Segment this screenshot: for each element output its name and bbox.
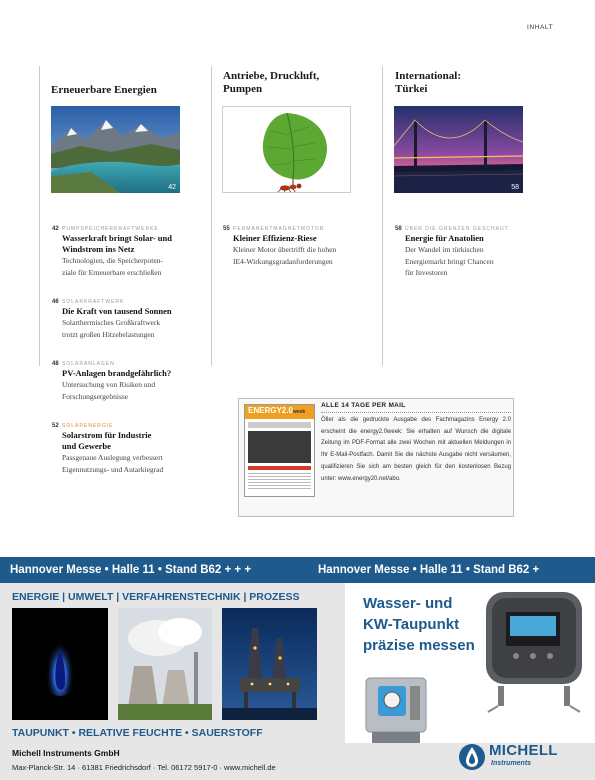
ad-categories: ENERGIE | UMWELT | VERFAHRENSTECHNIK | PROZESS <box>12 591 300 603</box>
column-heading-drives: Antriebe, Druckluft, Pumpen <box>223 70 320 95</box>
michell-logo-sub: Instruments <box>491 760 532 767</box>
cover-photo <box>248 431 311 463</box>
toc-teaser: Untersuchung von Risiken und Forschungsergebnisse <box>62 380 156 401</box>
cover-logo: ENERGY2.0 <box>248 406 293 415</box>
toc-headline: Die Kraft von tausend Sonnen <box>62 306 172 316</box>
ad-measurements: TAUPUNKT • RELATIVE FEUCHTE • SAUERSTOFF <box>12 727 263 739</box>
toc-headline: Solarstrom für Industrie und Gewerbe <box>62 430 152 451</box>
cover-masthead <box>245 405 314 419</box>
column-divider <box>382 66 383 366</box>
toc-kicker: ÜBER DIE GRENZEN GESCHAUT <box>405 226 509 232</box>
photo-page-number: 58 <box>511 184 519 191</box>
toc-teaser: Technologien, die Speicherpoten- ziale für Erneuerbare erschließen <box>62 256 163 277</box>
ad-photo-flame <box>12 608 108 720</box>
cover-text-bar <box>248 422 311 428</box>
mountain-lake-image <box>51 106 180 193</box>
photo-mountain-lake[interactable] <box>51 106 180 193</box>
column-divider <box>211 66 212 366</box>
ad-photo-offshore-rig <box>222 608 317 720</box>
section-tag: INHALT <box>527 24 554 31</box>
ad-instrument-analyzer <box>478 582 588 714</box>
toc-headline: PV-Anlagen brandgefährlich? <box>62 368 172 378</box>
ad-fair-text: Hannover Messe • Halle 11 • Stand B62 + + + <box>10 564 252 576</box>
subscription-title: ALLE 14 TAGE PER MAIL <box>321 402 406 409</box>
michell-logo-word: MICHELL <box>489 742 558 759</box>
cover-accent-bar <box>248 466 311 470</box>
cooling-towers-image <box>118 608 212 720</box>
newsletter-cover-thumbnail[interactable] <box>244 404 315 497</box>
ad-photo-power-plant <box>118 608 212 720</box>
toc-kicker: SOLARENERGIE <box>62 423 114 429</box>
offshore-rig-image <box>222 608 317 720</box>
toc-teaser: Kleiner Motor übertrifft die hohen IE4-Wirkungsgradanforderungen <box>233 245 337 266</box>
ant-leaf-image <box>223 107 351 193</box>
column-heading-renewables: Erneuerbare Energien <box>51 84 157 96</box>
toc-entry[interactable] <box>223 225 373 267</box>
sampling-system-image <box>360 672 432 752</box>
photo-page-number: 55 <box>338 183 346 190</box>
toc-entry[interactable] <box>52 360 202 402</box>
photo-bosphorus-bridge[interactable] <box>394 106 523 193</box>
toc-kicker: SOLARKRAFTWERK <box>62 299 125 305</box>
toc-page-number: 42 <box>52 226 59 232</box>
michell-logo-icon <box>458 742 486 772</box>
photo-page-number: 42 <box>168 184 176 191</box>
toc-headline: Energie für Anatolien <box>405 233 484 243</box>
column-heading-international: International: Türkei <box>395 70 461 95</box>
ad-headline: Wasser- und KW-Taupunkt präzise messen <box>363 595 475 654</box>
toc-page-number: 58 <box>395 226 402 232</box>
toc-kicker: PERMANENTMAGNETMOTOR <box>233 226 325 232</box>
bridge-sunset-image <box>394 106 523 193</box>
toc-page-number: 46 <box>52 299 59 305</box>
toc-entry[interactable] <box>52 298 202 340</box>
toc-teaser: Passgenaue Auslegung verbessert Eigennutzungs- und Autarkiegrad <box>62 453 164 474</box>
cover-text-lines <box>248 473 311 491</box>
subscription-divider <box>321 412 511 413</box>
ad-instrument-sampler <box>360 672 432 752</box>
toc-page-number: 55 <box>223 226 230 232</box>
column-divider <box>39 66 40 366</box>
toc-page-number: 52 <box>52 423 59 429</box>
toc-page-number: 48 <box>52 361 59 367</box>
toc-entry[interactable] <box>52 225 202 278</box>
toc-headline: Wasserkraft bringt Solar- und Windstrom ins Netz <box>62 233 172 254</box>
toc-kicker: PUMPSPEICHERKRAFTWERKE <box>62 226 159 232</box>
toc-entry[interactable] <box>52 422 202 475</box>
toc-teaser: Solarthermisches Großkraftwerk trotzt großen Hitzebelastungen <box>62 318 161 339</box>
subscription-text: Öller als die gedruckte Ausgabe des Fachmagazins Energy 2.0 erscheint die energy2.0week: Sie erhalten auf Wunsch die digitale Zeitung im PDF-Format alle zwei Wochen mit aktuellen Meldungen in Ihr E-Mail-Postfach. Damit Sie die nächste Ausgabe nicht versäumen, qualifizieren Sie sich am besten gleich für den kostenlosen Bezug unter: www.energy20.net/abo. <box>321 417 511 482</box>
toc-entry[interactable] <box>395 225 545 279</box>
ad-fair-text-repeat: Hannover Messe • Halle 11 • Stand B62 + <box>318 564 540 576</box>
blue-flame-image <box>12 608 108 720</box>
dewpoint-analyzer-image <box>478 582 588 714</box>
cover-logo-suffix: week <box>292 409 306 415</box>
toc-kicker: SOLARANLAGEN <box>62 361 115 367</box>
ad-company-name: Michell Instruments GmbH <box>12 748 120 758</box>
photo-ant-leaf[interactable] <box>222 106 351 193</box>
toc-teaser: Der Wandel im türkischen Energiemarkt bringt Chancen für Investoren <box>405 245 494 277</box>
toc-headline: Kleiner Effizienz-Riese <box>233 233 317 243</box>
ad-fair-band <box>0 557 595 583</box>
ad-company-address[interactable]: Max-Planck-Str. 14 · 61381 Friedrichsdorf · Tel. 06172 5917-0 · www.michell.de <box>12 763 276 772</box>
